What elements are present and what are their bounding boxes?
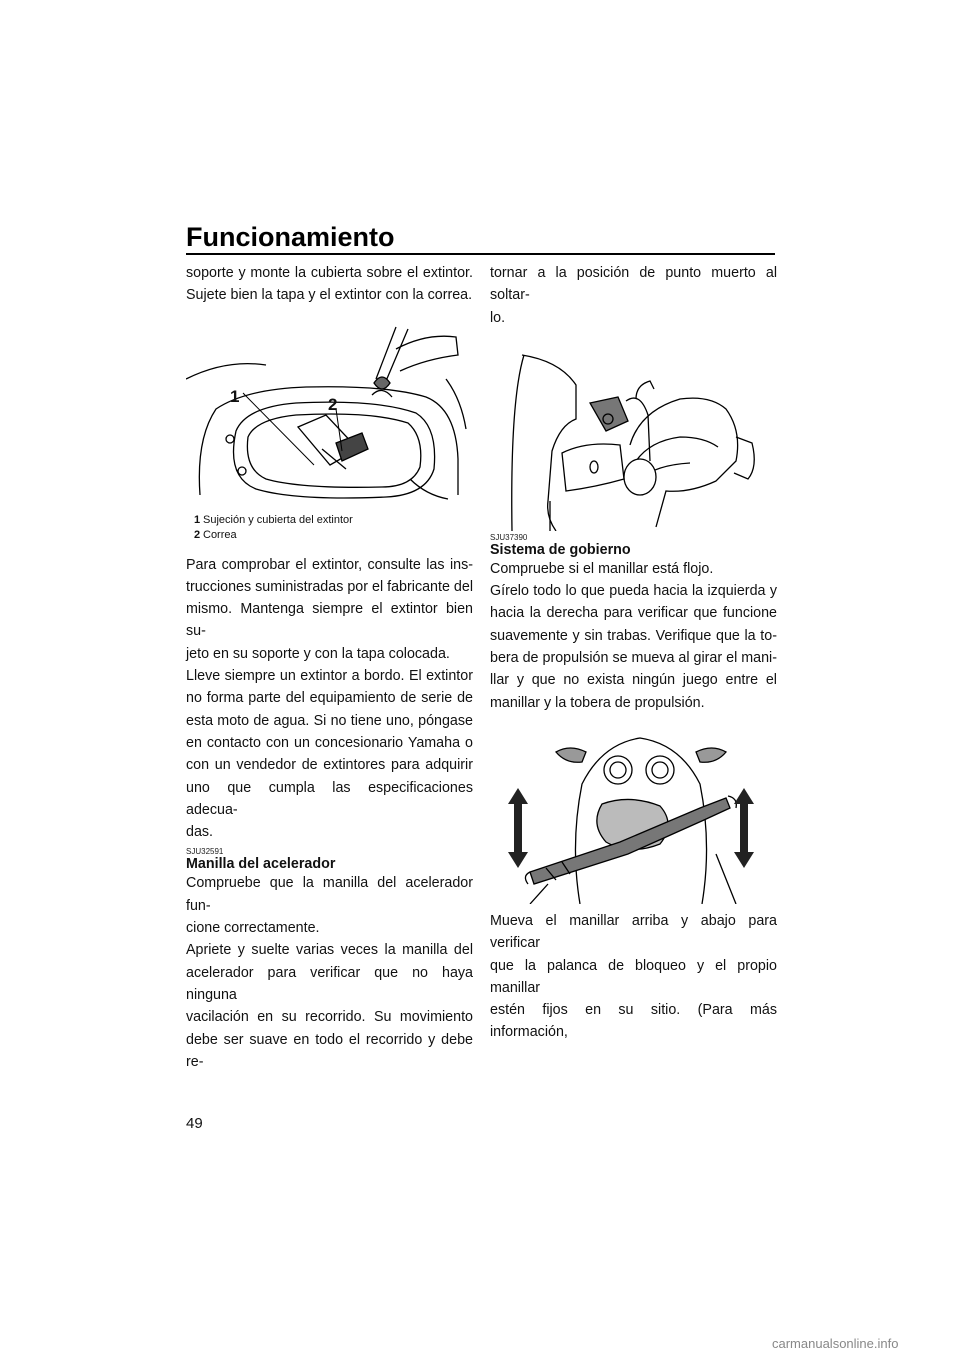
up-down-arrow-right-icon bbox=[734, 788, 754, 868]
caption-item: 2 Correa bbox=[194, 529, 237, 542]
callout-2: 2 bbox=[328, 394, 338, 414]
extinguisher-figure bbox=[186, 319, 473, 509]
section-code: SJU32591 bbox=[186, 847, 224, 857]
page-number: 49 bbox=[186, 1115, 203, 1132]
watermark-text: carmanualsonline.info bbox=[772, 1336, 899, 1351]
left-column bbox=[186, 262, 473, 1073]
paragraph-steering-lock: Mueva el manillar arriba y abajo para verificar que la palanca de bloqueo y el propio manillar estén fijos en su sitio. (Para más información, bbox=[490, 912, 777, 1041]
paragraph-throttle-check: Compruebe que la manilla del acelerador fun- cione correctamente. bbox=[186, 875, 473, 937]
handlebar-illustration bbox=[490, 724, 777, 904]
figure-captions bbox=[194, 513, 473, 544]
handlebar-figure bbox=[490, 724, 777, 904]
paragraph-throttle-return: tornar a la posición de punto muerto al soltar- lo. bbox=[490, 265, 777, 326]
paragraph-carry-extinguisher: Lleve siempre un extintor a bordo. El extintor no forma parte del equipamiento de serie de esta moto de agua. Si no tiene uno, póngase en contacto con un concesionario Yamaha o con un vendedor de extintores para adquirir uno que cumpla las especificaciones adecua- das. bbox=[186, 668, 473, 841]
header-rule bbox=[186, 253, 775, 255]
section-title-steering: Sistema de gobierno bbox=[490, 541, 631, 558]
throttle-illustration bbox=[490, 341, 777, 531]
page-title: Funcionamiento bbox=[186, 222, 395, 252]
paragraph-check-extinguisher: Para comprobar el extintor, consulte las ins- trucciones suministradas por el fabricante del mismo. Mantenga siempre el extintor bien su- jeto en su soporte y con la tapa colocada. bbox=[186, 556, 473, 662]
paragraph-steering-loose: Compruebe si el manillar está flojo. bbox=[490, 560, 714, 577]
right-column bbox=[490, 262, 777, 1044]
section-title-throttle: Manilla del acelerador bbox=[186, 856, 336, 873]
caption-item: 1 Sujeción y cubierta del extintor bbox=[194, 513, 353, 526]
paragraph-steering-turn: Gírelo todo lo que pueda hacia la izquierda y hacia la derecha para verificar que funcione suavemente y sin trabas. Verifique que la to- bera de propulsión se mueva al girar el mani- llar y que no exista ningún juego entre el manillar y la tobera de propulsión. bbox=[490, 583, 777, 711]
paragraph-throttle-squeeze: Apriete y suelte varias veces la manilla del acelerador para verificar que no haya ninguna vacilación en su recorrido. Su movimiento debe ser suave en todo el recorrido y debe re- bbox=[186, 942, 473, 1070]
throttle-figure bbox=[490, 341, 777, 531]
intro-paragraph: soporte y monte la cubierta sobre el extintor. Sujete bien la tapa y el extintor con la correa. bbox=[186, 265, 473, 304]
section-code: SJU37390 bbox=[490, 532, 528, 542]
up-down-arrow-left-icon bbox=[508, 788, 528, 868]
callout-1: 1 bbox=[230, 386, 240, 406]
